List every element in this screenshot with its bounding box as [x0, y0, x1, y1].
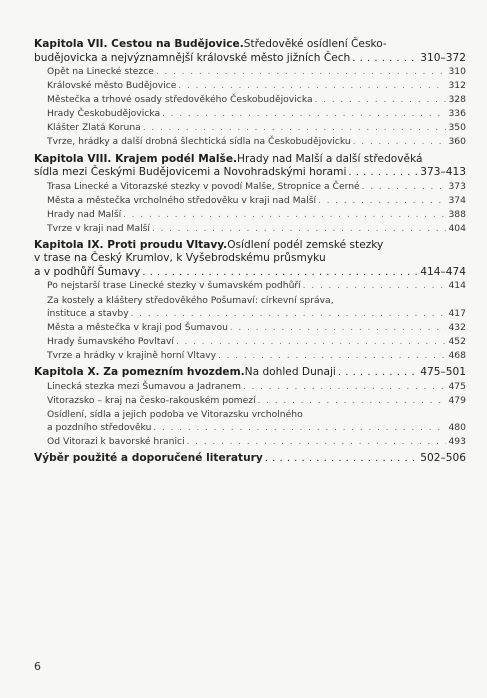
section-page: 310 [448, 66, 466, 77]
section-title: Města a městečka v kraji pod Šumavou [47, 321, 228, 333]
chapter-subtitle: a v podhůří Šumavy [34, 265, 141, 278]
section-entry-cont [47, 307, 466, 321]
chapter-entry [34, 153, 466, 236]
section-page: 468 [448, 349, 466, 361]
chapter-heading [34, 153, 466, 180]
dot-leader [123, 209, 446, 222]
chapter-heading-line [34, 252, 466, 266]
section-title: Klášter Zlatá Koruna [47, 122, 141, 134]
chapter-heading-line [34, 239, 466, 253]
section-entry [47, 135, 466, 149]
chapter-heading [34, 366, 466, 380]
section-list [34, 65, 466, 150]
section-title-line2: a pozdního středověku [47, 421, 152, 433]
section-page: 493 [448, 435, 466, 447]
dot-leader [142, 266, 418, 280]
dot-leader [243, 381, 446, 394]
section-list [34, 380, 466, 449]
section-title: Královské město Budějovice [47, 80, 177, 92]
dot-leader [178, 80, 446, 93]
bibliography-entry [34, 452, 466, 464]
dot-leader [156, 66, 447, 79]
chapter-title: Kapitola VIII. Krajem podél Malše. [34, 152, 238, 165]
section-title: Tvrze a hrádky v krajině horní Vltavy [47, 349, 217, 361]
section-page: 360 [448, 136, 466, 148]
section-title-line2: instituce a stavby [47, 307, 129, 319]
section-title: Vitorazsko – kraj na česko-rakouském pomezí [47, 394, 256, 406]
section-page: 414 [448, 280, 466, 292]
chapter-title: Kapitola VII. Cestou na Budějovice. [34, 38, 244, 50]
chapter-heading [34, 38, 466, 65]
section-page: 374 [448, 194, 466, 206]
section-entry [47, 279, 466, 293]
section-page: 350 [448, 122, 466, 134]
section-entry [47, 394, 466, 408]
chapter-page-range: 414–474 [420, 265, 466, 278]
section-page: 480 [448, 421, 466, 433]
section-page: 312 [448, 80, 466, 92]
section-entry [47, 321, 466, 335]
dot-leader [348, 166, 418, 180]
bibliography-title: Výběr použité a doporučené literatury [34, 451, 263, 464]
dot-leader [153, 422, 446, 435]
section-page: 404 [448, 222, 466, 234]
chapter-subtitle: budějovicka a nejvýznamnější královské město jižních Čech [34, 51, 351, 64]
section-page: 388 [448, 208, 466, 220]
chapter-entry [34, 38, 466, 150]
table-of-contents [34, 38, 466, 464]
chapter-heading-line [34, 166, 466, 180]
dot-leader [143, 122, 447, 135]
chapter-heading-line [34, 153, 466, 167]
section-title: Tvrze, hrádky a další drobná šlechtická sídla na Českobudějovicku [47, 136, 351, 148]
chapter-heading-line [34, 52, 466, 66]
dot-leader [176, 336, 446, 349]
dot-leader [352, 52, 418, 66]
section-entry [47, 93, 466, 107]
dot-leader [152, 223, 446, 236]
chapter-heading-line [34, 266, 466, 280]
dot-leader [258, 395, 447, 408]
section-title: Tvrze v kraji nad Malší [47, 222, 150, 234]
section-entry [47, 79, 466, 93]
section-entry [47, 107, 466, 121]
dot-leader [218, 350, 446, 363]
chapter-page-range: 310–372 [420, 51, 466, 64]
chapter-heading-line [34, 366, 466, 380]
section-entry [47, 194, 466, 208]
section-entry [47, 335, 466, 349]
section-page: 432 [448, 321, 466, 333]
section-title: Městečka a trhové osady středověkého Českobudějovicka [47, 94, 313, 106]
section-page: 336 [448, 108, 466, 120]
section-entry [47, 408, 466, 421]
section-page: 475 [448, 380, 466, 392]
section-title: Linecká stezka mezi Šumavou a Jadranem [47, 380, 241, 392]
chapter-subtitle: v trase na Český Krumlov, k Vyšebrodskému průsmyku [34, 252, 326, 265]
section-title: Opět na Linecké stezce [47, 66, 154, 77]
section-entry [47, 208, 466, 222]
dot-leader [315, 94, 447, 107]
chapter-page-range: 475–501 [420, 366, 466, 378]
section-title: Po nejstarší trase Linecké stezky v šumavském podhůří [47, 280, 301, 292]
section-entry [47, 222, 466, 236]
section-title: Od Vitorazi k bavorské hranici [47, 435, 185, 447]
section-entry [47, 180, 466, 194]
section-page: 417 [448, 307, 466, 319]
chapter-title: Kapitola X. Za pomezním hvozdem. [34, 366, 245, 378]
section-title: Hrady Českobudějovicka [47, 108, 161, 120]
section-entry [47, 294, 466, 307]
dot-leader [187, 436, 447, 449]
dot-leader [230, 322, 447, 335]
section-list [34, 279, 466, 363]
chapter-subtitle: Hrady nad Malší a další středověká [237, 152, 423, 165]
page-number: 6 [34, 660, 41, 673]
section-title: Města a městečka vrcholného středověku v kraji nad Malší [47, 194, 317, 206]
section-entry-cont [47, 421, 466, 435]
dot-leader [338, 366, 418, 380]
section-page: 479 [448, 394, 466, 406]
dot-leader [131, 308, 447, 321]
chapter-subtitle: Středověké osídlení Česko- [243, 38, 387, 50]
dot-leader [362, 181, 447, 194]
dot-leader [265, 453, 419, 464]
section-title: Hrady nad Malší [47, 208, 122, 220]
chapter-subtitle: Na dohled Dunaji [244, 366, 336, 378]
section-title-line1: Za kostely a kláštery středověkého Pošumaví: církevní správa, [47, 294, 334, 306]
section-entry [47, 65, 466, 79]
section-title-line1: Osídlení, sídla a jejich podoba ve Vitorazsku vrcholného [47, 408, 303, 420]
chapter-page-range: 373–413 [420, 166, 466, 179]
section-entry [47, 380, 466, 394]
bibliography-pages: 502–506 [420, 451, 466, 464]
chapter-subtitle: Osídlení podél zemské stezky [227, 238, 384, 251]
section-page: 452 [448, 335, 466, 347]
chapter-entry [34, 239, 466, 363]
chapter-entry [34, 366, 466, 449]
section-entry [47, 121, 466, 135]
dot-leader [162, 108, 446, 121]
section-title: Hrady šumavského Povltaví [47, 335, 174, 347]
chapter-title: Kapitola IX. Proti proudu Vltavy. [34, 238, 228, 251]
dot-leader [318, 195, 446, 208]
section-title: Trasa Linecké a Vitorazské stezky v povodí Malše, Stropnice a Černé [47, 180, 360, 192]
dot-leader [303, 280, 447, 293]
section-page: 373 [448, 180, 466, 192]
chapter-heading-line [34, 38, 466, 52]
section-entry [47, 349, 466, 363]
section-entry [47, 435, 466, 449]
chapter-subtitle: sídla mezi Českými Budějovicemi a Novohradskými horami [34, 166, 347, 179]
section-list [34, 180, 466, 236]
chapter-heading [34, 239, 466, 280]
section-page: 328 [448, 94, 466, 106]
dot-leader [353, 136, 447, 149]
